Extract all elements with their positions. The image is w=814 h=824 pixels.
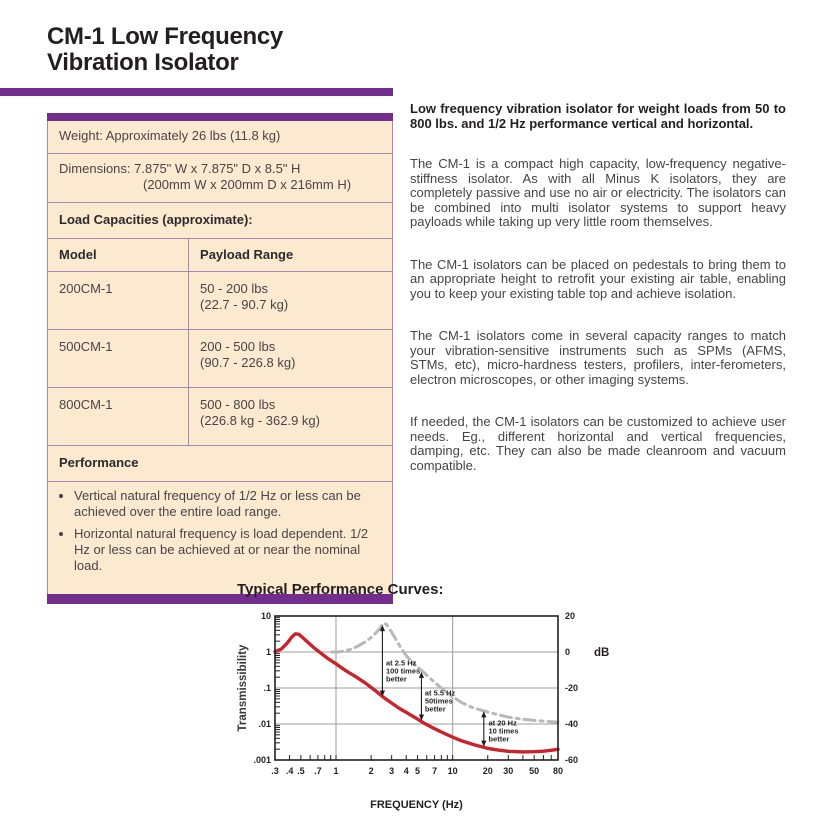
dimensions-line2: (200mm W x 200mm D x 216mm H) xyxy=(143,177,352,192)
svg-text:80: 80 xyxy=(552,766,564,776)
svg-text:.5: .5 xyxy=(297,766,305,776)
svg-text:-40: -40 xyxy=(565,719,579,729)
svg-text:50: 50 xyxy=(529,766,540,776)
payload-range xyxy=(189,330,392,387)
dimensions-line1: Dimensions: 7.875" W x 7.875" D x 8.5" H xyxy=(59,161,301,176)
svg-text:.4: .4 xyxy=(285,766,294,776)
svg-text:20: 20 xyxy=(565,611,576,621)
svg-text:0: 0 xyxy=(565,647,571,657)
svg-text:2: 2 xyxy=(368,766,374,776)
spec-table-body xyxy=(47,121,393,594)
svg-text:1: 1 xyxy=(333,766,339,776)
svg-text:at 20 Hz: at 20 Hz xyxy=(488,718,517,728)
svg-text:dB: dB xyxy=(594,647,610,659)
description-paragraph: The CM-1 isolators can be placed on pedestals to bring them to an appropriate height to retrofit your existing air table, enabling you to keep your existing table top and achieve isolation. xyxy=(410,256,786,301)
svg-text:.001: .001 xyxy=(253,755,271,765)
svg-text:.7: .7 xyxy=(314,766,322,776)
description-paragraph: The CM-1 isolators come in several capacity ranges to match your vibration-sensitive instruments such as SPMs (AFMS, STMs, etc), micro-hardness testers, profilers, inter-ferometers, electron microscopes, or other imaging systems. xyxy=(410,328,786,387)
svg-text:better: better xyxy=(488,734,510,744)
header-divider xyxy=(0,88,393,96)
performance-bullet: • Horizontal natural frequency is load dependent. 1/2 Hz or less can be achieved at or near the nominal load. xyxy=(74,526,384,574)
svg-text:.01: .01 xyxy=(258,719,271,729)
performance-chart xyxy=(236,604,638,816)
svg-text:FREQUENCY (Hz): FREQUENCY (Hz) xyxy=(370,799,463,811)
spec-row-weight: Weight: Approximately 26 lbs (11.8 kg) xyxy=(59,128,281,143)
spec-row-dimensions xyxy=(48,153,392,202)
spec-row-performance-bullets xyxy=(48,481,392,594)
spec-table xyxy=(47,113,393,604)
model-name: 500CM-1 xyxy=(48,330,189,387)
payload-kg: (22.7 - 90.7 kg) xyxy=(200,297,289,312)
model-row-800cm-1 xyxy=(48,387,392,445)
svg-text:at 2.5 Hz: at 2.5 Hz xyxy=(386,658,417,668)
product-description xyxy=(410,101,786,501)
svg-text:100 times: 100 times xyxy=(386,666,421,676)
payload-lbs: 500 - 800 lbs xyxy=(200,397,276,412)
svg-text:30: 30 xyxy=(503,766,514,776)
chart-heading: Typical Performance Curves: xyxy=(237,581,444,598)
svg-text:10 times: 10 times xyxy=(488,726,519,736)
page-title-line2: Vibration Isolator xyxy=(47,49,239,76)
performance-bullet-list xyxy=(58,488,384,574)
page-title xyxy=(47,24,283,76)
performance-bullet: • Vertical natural frequency of 1/2 Hz or less can be achieved over the entire load range. xyxy=(74,488,384,520)
svg-text:better: better xyxy=(386,674,407,684)
svg-text:10: 10 xyxy=(447,766,458,776)
svg-text:.3: .3 xyxy=(271,766,279,776)
model-name: 200CM-1 xyxy=(48,272,189,329)
description-paragraph: The CM-1 is a compact high capacity, low-frequency negative-stiffness isolator. As with all Minus K isolators, they are completely passive and use no air or electricity. The isolators can be combined into multi isolator systems to support heavy payloads while taking up very little room themselves. xyxy=(410,156,786,229)
model-name: 800CM-1 xyxy=(48,388,189,445)
svg-text:-60: -60 xyxy=(565,755,579,765)
svg-text:3: 3 xyxy=(389,766,395,776)
svg-text:1: 1 xyxy=(265,647,271,657)
spec-table-column-headers xyxy=(48,238,392,271)
column-header-payload-range: Payload Range xyxy=(200,247,294,262)
svg-text:Transmissibility: Transmissibility xyxy=(237,644,249,732)
payload-lbs: 200 - 500 lbs xyxy=(200,339,276,354)
spec-table-top-bar xyxy=(47,113,393,121)
payload-range xyxy=(189,272,392,329)
svg-text:5: 5 xyxy=(415,766,421,776)
column-header-model: Model xyxy=(48,239,189,271)
svg-text:50times: 50times xyxy=(424,696,453,706)
payload-lbs: 50 - 200 lbs xyxy=(200,281,268,296)
svg-text:at 5.5 Hz: at 5.5 Hz xyxy=(424,688,456,698)
payload-range xyxy=(189,388,392,445)
spec-row-load-capacities: Load Capacities (approximate): xyxy=(48,202,392,238)
svg-text:10: 10 xyxy=(260,611,271,621)
svg-text:-20: -20 xyxy=(565,683,579,693)
svg-text:7: 7 xyxy=(432,766,438,776)
payload-kg: (226.8 kg - 362.9 kg) xyxy=(200,413,320,428)
svg-text:better: better xyxy=(424,704,446,714)
description-paragraph: If needed, the CM-1 isolators can be customized to achieve user needs. Eg., different horizontal and vertical frequencies, damping, etc. They can also be made cleanroom and vacuum compatible. xyxy=(410,414,786,473)
model-row-200cm-1 xyxy=(48,271,392,329)
spec-row-performance-heading: Performance xyxy=(48,445,392,481)
svg-text:20: 20 xyxy=(482,766,493,776)
description-lead: Low frequency vibration isolator for weight loads from 50 to 800 lbs. and 1/2 Hz performance vertical and horizontal. xyxy=(410,101,786,131)
page-title-line1: CM-1 Low Frequency xyxy=(47,23,283,50)
model-row-500cm-1 xyxy=(48,329,392,387)
svg-text:.1: .1 xyxy=(263,683,271,693)
payload-kg: (90.7 - 226.8 kg) xyxy=(200,355,296,370)
svg-text:4: 4 xyxy=(403,766,409,776)
